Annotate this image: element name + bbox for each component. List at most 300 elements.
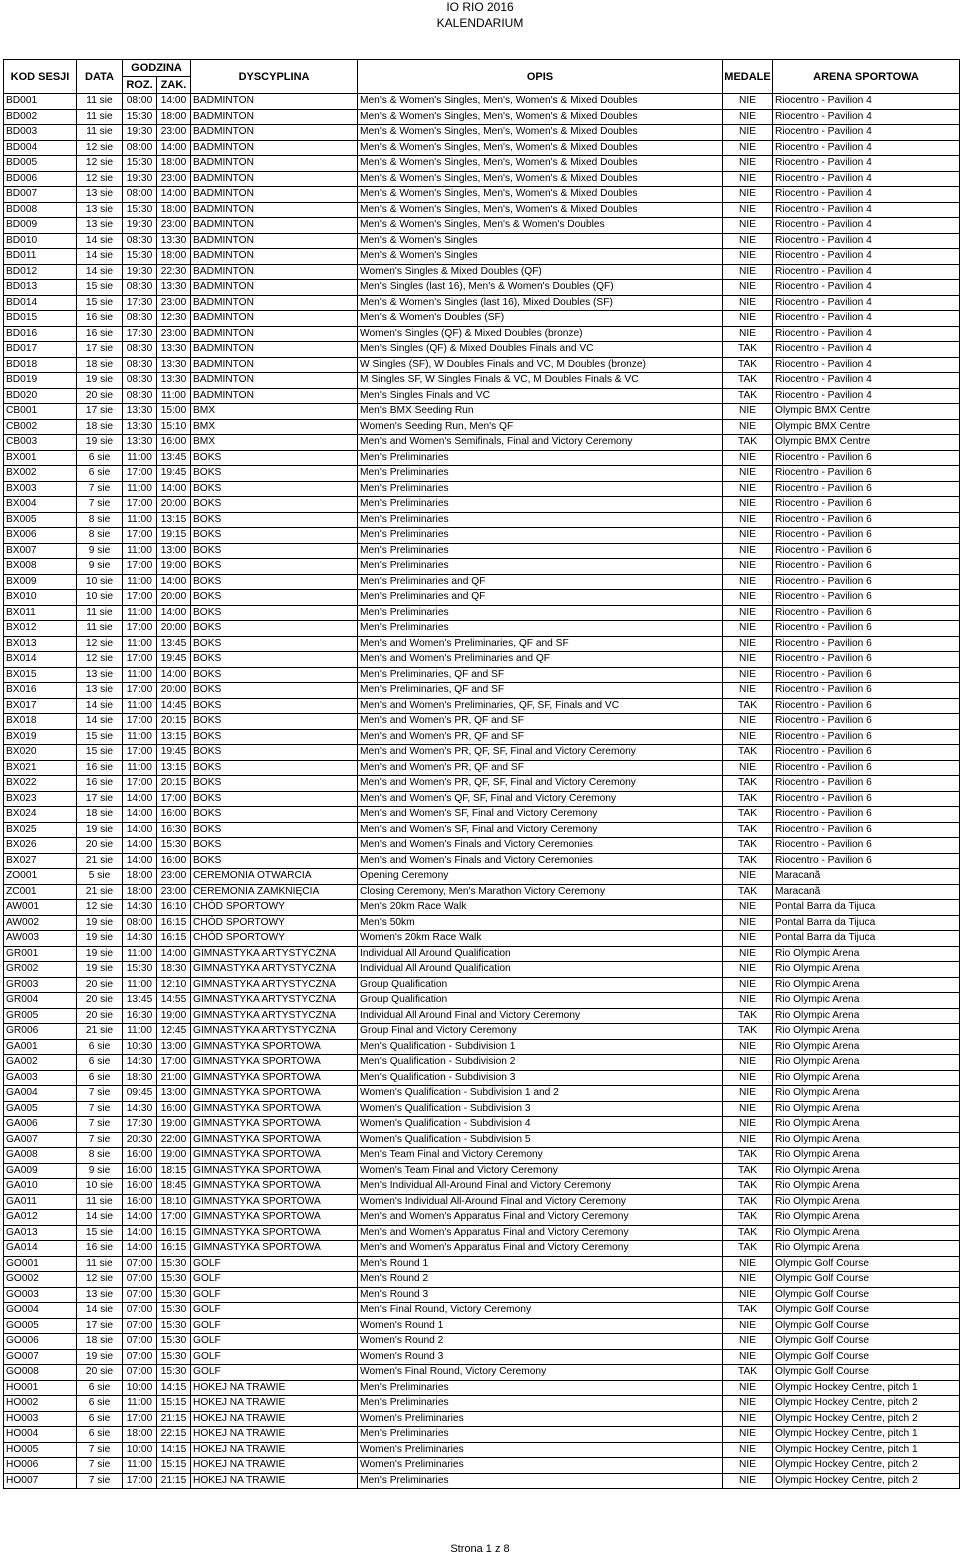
- table-row: [4, 698, 960, 714]
- cell-description: Men's 50km: [358, 915, 723, 931]
- cell-start-time: 14:00: [123, 1241, 157, 1257]
- cell-date: 16 sie: [77, 311, 123, 327]
- table-row: [4, 218, 960, 234]
- cell-venue: Pontal Barra da Tijuca: [773, 915, 960, 931]
- cell-description: Women's Round 2: [358, 1334, 723, 1350]
- cell-venue: Riocentro - Pavilion 6: [773, 729, 960, 745]
- cell-medals: TAK: [723, 853, 773, 869]
- cell-discipline: GIMNASTYKA ARTYSTYCZNA: [191, 962, 358, 978]
- table-row: [4, 636, 960, 652]
- cell-medals: NIE: [723, 590, 773, 606]
- cell-description: Men's & Women's Singles, Men's, Women's & Mixed Doubles: [358, 109, 723, 125]
- cell-venue: Riocentro - Pavilion 4: [773, 218, 960, 234]
- table-row: [4, 760, 960, 776]
- cell-session-code: GR003: [4, 977, 77, 993]
- cell-description: Men's and Women's PR, QF and SF: [358, 729, 723, 745]
- cell-start-time: 14:30: [123, 1101, 157, 1117]
- cell-start-time: 11:00: [123, 1024, 157, 1040]
- cell-venue: Riocentro - Pavilion 6: [773, 559, 960, 575]
- cell-description: Men's Preliminaries: [358, 1473, 723, 1489]
- cell-date: 11 sie: [77, 621, 123, 637]
- cell-description: Men's Preliminaries: [358, 466, 723, 482]
- cell-discipline: BOKS: [191, 776, 358, 792]
- cell-start-time: 19:30: [123, 218, 157, 234]
- cell-session-code: BX002: [4, 466, 77, 482]
- cell-medals: NIE: [723, 1427, 773, 1443]
- cell-medals: NIE: [723, 125, 773, 141]
- cell-venue: Rio Olympic Arena: [773, 1024, 960, 1040]
- header-time: GODZINA: [123, 60, 191, 77]
- table-row: [4, 791, 960, 807]
- cell-medals: NIE: [723, 1070, 773, 1086]
- cell-description: Women's Individual All-Around Final and Victory Ceremony: [358, 1194, 723, 1210]
- cell-date: 19 sie: [77, 435, 123, 451]
- cell-description: Men's & Women's Singles (last 16), Mixed Doubles (SF): [358, 295, 723, 311]
- cell-discipline: GOLF: [191, 1334, 358, 1350]
- table-row: [4, 605, 960, 621]
- table-row: [4, 1024, 960, 1040]
- cell-end-time: 14:00: [157, 481, 191, 497]
- cell-description: Men's & Women's Doubles (SF): [358, 311, 723, 327]
- cell-description: Men's & Women's Singles: [358, 233, 723, 249]
- cell-session-code: BD018: [4, 357, 77, 373]
- cell-discipline: HOKEJ NA TRAWIE: [191, 1442, 358, 1458]
- cell-end-time: 13:00: [157, 543, 191, 559]
- cell-start-time: 15:30: [123, 249, 157, 265]
- cell-start-time: 17:00: [123, 559, 157, 575]
- table-row: [4, 590, 960, 606]
- cell-discipline: BOKS: [191, 791, 358, 807]
- cell-start-time: 14:00: [123, 822, 157, 838]
- cell-start-time: 08:30: [123, 311, 157, 327]
- cell-end-time: 14:00: [157, 187, 191, 203]
- cell-medals: NIE: [723, 574, 773, 590]
- cell-start-time: 17:00: [123, 497, 157, 513]
- cell-discipline: BOKS: [191, 590, 358, 606]
- cell-description: Men's and Women's PR, QF and SF: [358, 714, 723, 730]
- cell-date: 16 sie: [77, 326, 123, 342]
- cell-venue: Rio Olympic Arena: [773, 962, 960, 978]
- cell-discipline: BOKS: [191, 652, 358, 668]
- cell-venue: Olympic Hockey Centre, pitch 2: [773, 1458, 960, 1474]
- cell-discipline: BOKS: [191, 528, 358, 544]
- cell-session-code: HO001: [4, 1380, 77, 1396]
- cell-end-time: 13:15: [157, 760, 191, 776]
- cell-end-time: 14:00: [157, 946, 191, 962]
- cell-discipline: BADMINTON: [191, 264, 358, 280]
- cell-session-code: BX013: [4, 636, 77, 652]
- cell-date: 6 sie: [77, 450, 123, 466]
- cell-date: 10 sie: [77, 590, 123, 606]
- table-row: [4, 357, 960, 373]
- cell-session-code: BD012: [4, 264, 77, 280]
- cell-venue: Olympic Golf Course: [773, 1365, 960, 1381]
- cell-medals: NIE: [723, 559, 773, 575]
- cell-description: Men's Preliminaries: [358, 605, 723, 621]
- cell-end-time: 15:30: [157, 1272, 191, 1288]
- cell-date: 12 sie: [77, 636, 123, 652]
- cell-date: 12 sie: [77, 1272, 123, 1288]
- cell-venue: Riocentro - Pavilion 6: [773, 605, 960, 621]
- cell-description: Men's Preliminaries: [358, 621, 723, 637]
- cell-venue: Riocentro - Pavilion 4: [773, 233, 960, 249]
- cell-session-code: BD006: [4, 171, 77, 187]
- cell-medals: NIE: [723, 1349, 773, 1365]
- cell-date: 12 sie: [77, 140, 123, 156]
- cell-description: Men's & Women's Singles, Men's, Women's & Mixed Doubles: [358, 171, 723, 187]
- header-date: DATA: [77, 60, 123, 94]
- cell-session-code: GO008: [4, 1365, 77, 1381]
- cell-session-code: BX015: [4, 667, 77, 683]
- cell-session-code: GA009: [4, 1163, 77, 1179]
- cell-description: Closing Ceremony, Men's Marathon Victory Ceremony: [358, 884, 723, 900]
- cell-end-time: 16:00: [157, 853, 191, 869]
- cell-venue: Riocentro - Pavilion 4: [773, 295, 960, 311]
- cell-venue: Riocentro - Pavilion 6: [773, 683, 960, 699]
- cell-description: Men's & Women's Singles, Men's, Women's & Mixed Doubles: [358, 94, 723, 110]
- table-row: [4, 714, 960, 730]
- cell-start-time: 13:30: [123, 404, 157, 420]
- cell-end-time: 15:30: [157, 1256, 191, 1272]
- cell-medals: NIE: [723, 714, 773, 730]
- cell-medals: TAK: [723, 388, 773, 404]
- cell-date: 13 sie: [77, 218, 123, 234]
- cell-description: Men's Preliminaries: [358, 497, 723, 513]
- cell-medals: TAK: [723, 357, 773, 373]
- cell-discipline: BADMINTON: [191, 326, 358, 342]
- cell-end-time: 22:00: [157, 1132, 191, 1148]
- cell-date: 7 sie: [77, 1473, 123, 1489]
- cell-discipline: GOLF: [191, 1303, 358, 1319]
- cell-discipline: GIMNASTYKA SPORTOWA: [191, 1070, 358, 1086]
- cell-date: 20 sie: [77, 977, 123, 993]
- cell-discipline: BOKS: [191, 853, 358, 869]
- cell-end-time: 23:00: [157, 125, 191, 141]
- cell-venue: Riocentro - Pavilion 4: [773, 357, 960, 373]
- cell-session-code: CB003: [4, 435, 77, 451]
- cell-description: Men's Team Final and Victory Ceremony: [358, 1148, 723, 1164]
- cell-medals: NIE: [723, 652, 773, 668]
- cell-session-code: BD017: [4, 342, 77, 358]
- cell-medals: TAK: [723, 342, 773, 358]
- cell-date: 14 sie: [77, 1303, 123, 1319]
- table-row: [4, 1303, 960, 1319]
- cell-start-time: 14:30: [123, 900, 157, 916]
- cell-date: 19 sie: [77, 1349, 123, 1365]
- table-row: [4, 1055, 960, 1071]
- cell-date: 7 sie: [77, 481, 123, 497]
- table-row: [4, 202, 960, 218]
- header-medals: MEDALE: [723, 60, 773, 94]
- cell-description: Women's Singles & Mixed Doubles (QF): [358, 264, 723, 280]
- cell-end-time: 16:10: [157, 900, 191, 916]
- cell-description: Men's Final Round, Victory Ceremony: [358, 1303, 723, 1319]
- table-row: [4, 683, 960, 699]
- cell-description: Women's Preliminaries: [358, 1442, 723, 1458]
- cell-end-time: 18:10: [157, 1194, 191, 1210]
- cell-medals: NIE: [723, 1117, 773, 1133]
- cell-end-time: 17:00: [157, 1055, 191, 1071]
- cell-discipline: GIMNASTYKA ARTYSTYCZNA: [191, 1024, 358, 1040]
- cell-venue: Olympic BMX Centre: [773, 404, 960, 420]
- cell-medals: TAK: [723, 1024, 773, 1040]
- cell-venue: Rio Olympic Arena: [773, 1210, 960, 1226]
- cell-description: Men's Preliminaries: [358, 1396, 723, 1412]
- cell-description: Individual All Around Final and Victory Ceremony: [358, 1008, 723, 1024]
- table-row: [4, 621, 960, 637]
- cell-end-time: 15:15: [157, 1458, 191, 1474]
- cell-session-code: GA014: [4, 1241, 77, 1257]
- cell-start-time: 07:00: [123, 1365, 157, 1381]
- cell-date: 15 sie: [77, 729, 123, 745]
- cell-end-time: 15:10: [157, 419, 191, 435]
- cell-session-code: BX020: [4, 745, 77, 761]
- cell-medals: NIE: [723, 404, 773, 420]
- cell-discipline: BADMINTON: [191, 311, 358, 327]
- cell-date: 13 sie: [77, 202, 123, 218]
- cell-discipline: CHÓD SPORTOWY: [191, 931, 358, 947]
- cell-start-time: 17:30: [123, 295, 157, 311]
- cell-discipline: BOKS: [191, 481, 358, 497]
- cell-discipline: BADMINTON: [191, 357, 358, 373]
- cell-session-code: GA004: [4, 1086, 77, 1102]
- cell-medals: TAK: [723, 838, 773, 854]
- table-row: [4, 1039, 960, 1055]
- cell-start-time: 18:00: [123, 1427, 157, 1443]
- cell-start-time: 07:00: [123, 1303, 157, 1319]
- cell-discipline: BMX: [191, 404, 358, 420]
- table-row: [4, 900, 960, 916]
- cell-start-time: 19:30: [123, 171, 157, 187]
- cell-start-time: 20:30: [123, 1132, 157, 1148]
- cell-medals: NIE: [723, 109, 773, 125]
- cell-medals: NIE: [723, 1101, 773, 1117]
- cell-medals: NIE: [723, 977, 773, 993]
- cell-description: Men's and Women's Apparatus Final and Victory Ceremony: [358, 1225, 723, 1241]
- cell-venue: Riocentro - Pavilion 6: [773, 807, 960, 823]
- cell-discipline: GOLF: [191, 1287, 358, 1303]
- cell-end-time: 13:00: [157, 1039, 191, 1055]
- cell-end-time: 16:15: [157, 1225, 191, 1241]
- cell-venue: Rio Olympic Arena: [773, 1101, 960, 1117]
- table-row: [4, 264, 960, 280]
- cell-medals: NIE: [723, 466, 773, 482]
- cell-session-code: BX024: [4, 807, 77, 823]
- cell-medals: NIE: [723, 450, 773, 466]
- cell-discipline: BADMINTON: [191, 233, 358, 249]
- cell-end-time: 15:30: [157, 838, 191, 854]
- cell-venue: Riocentro - Pavilion 4: [773, 326, 960, 342]
- cell-date: 11 sie: [77, 605, 123, 621]
- cell-description: Men's and Women's Apparatus Final and Victory Ceremony: [358, 1241, 723, 1257]
- table-row: [4, 1256, 960, 1272]
- cell-end-time: 14:15: [157, 1380, 191, 1396]
- cell-discipline: BOKS: [191, 807, 358, 823]
- table-row: [4, 838, 960, 854]
- cell-medals: NIE: [723, 512, 773, 528]
- cell-date: 7 sie: [77, 1117, 123, 1133]
- cell-end-time: 19:45: [157, 466, 191, 482]
- cell-date: 14 sie: [77, 714, 123, 730]
- cell-date: 10 sie: [77, 574, 123, 590]
- cell-date: 7 sie: [77, 1101, 123, 1117]
- cell-description: Men's Singles (last 16), Men's & Women's Doubles (QF): [358, 280, 723, 296]
- cell-date: 16 sie: [77, 1241, 123, 1257]
- cell-description: Men's and Women's Preliminaries, QF, SF, Finals and VC: [358, 698, 723, 714]
- cell-start-time: 07:00: [123, 1256, 157, 1272]
- cell-discipline: BOKS: [191, 621, 358, 637]
- cell-discipline: HOKEJ NA TRAWIE: [191, 1427, 358, 1443]
- cell-description: Men's and Women's QF, SF, Final and Victory Ceremony: [358, 791, 723, 807]
- cell-end-time: 13:30: [157, 233, 191, 249]
- cell-start-time: 11:00: [123, 574, 157, 590]
- cell-medals: NIE: [723, 1442, 773, 1458]
- cell-date: 11 sie: [77, 1256, 123, 1272]
- cell-start-time: 08:00: [123, 187, 157, 203]
- cell-session-code: BX007: [4, 543, 77, 559]
- cell-date: 6 sie: [77, 1427, 123, 1443]
- cell-discipline: HOKEJ NA TRAWIE: [191, 1396, 358, 1412]
- table-row: [4, 1101, 960, 1117]
- cell-venue: Rio Olympic Arena: [773, 1008, 960, 1024]
- cell-start-time: 14:00: [123, 853, 157, 869]
- cell-medals: NIE: [723, 202, 773, 218]
- cell-session-code: BX017: [4, 698, 77, 714]
- cell-description: Individual All Around Qualification: [358, 946, 723, 962]
- cell-start-time: 14:30: [123, 931, 157, 947]
- cell-date: 16 sie: [77, 760, 123, 776]
- cell-venue: Olympic Hockey Centre, pitch 1: [773, 1427, 960, 1443]
- cell-venue: Rio Olympic Arena: [773, 1194, 960, 1210]
- cell-date: 8 sie: [77, 528, 123, 544]
- cell-session-code: BX016: [4, 683, 77, 699]
- cell-description: Women's Singles (QF) & Mixed Doubles (bronze): [358, 326, 723, 342]
- cell-discipline: CHÓD SPORTOWY: [191, 915, 358, 931]
- cell-start-time: 17:00: [123, 1473, 157, 1489]
- table-row: [4, 807, 960, 823]
- cell-date: 7 sie: [77, 497, 123, 513]
- cell-session-code: BX022: [4, 776, 77, 792]
- table-row: [4, 1287, 960, 1303]
- table-row: [4, 1334, 960, 1350]
- table-row: [4, 311, 960, 327]
- cell-start-time: 08:30: [123, 233, 157, 249]
- cell-venue: Olympic Golf Course: [773, 1334, 960, 1350]
- cell-discipline: GIMNASTYKA ARTYSTYCZNA: [191, 946, 358, 962]
- cell-venue: Riocentro - Pavilion 4: [773, 280, 960, 296]
- cell-date: 21 sie: [77, 884, 123, 900]
- cell-session-code: GA001: [4, 1039, 77, 1055]
- cell-end-time: 16:00: [157, 1101, 191, 1117]
- cell-session-code: BD016: [4, 326, 77, 342]
- cell-date: 8 sie: [77, 1148, 123, 1164]
- cell-session-code: BD019: [4, 373, 77, 389]
- cell-end-time: 13:45: [157, 450, 191, 466]
- cell-venue: Riocentro - Pavilion 6: [773, 822, 960, 838]
- cell-start-time: 07:00: [123, 1318, 157, 1334]
- cell-start-time: 13:45: [123, 993, 157, 1009]
- cell-session-code: ZC001: [4, 884, 77, 900]
- cell-medals: NIE: [723, 249, 773, 265]
- cell-description: Men's & Women's Singles, Men's & Women's Doubles: [358, 218, 723, 234]
- cell-medals: NIE: [723, 667, 773, 683]
- cell-venue: Riocentro - Pavilion 6: [773, 481, 960, 497]
- cell-medals: NIE: [723, 900, 773, 916]
- cell-discipline: BADMINTON: [191, 156, 358, 172]
- cell-description: Men's and Women's Preliminaries, QF and SF: [358, 636, 723, 652]
- cell-medals: NIE: [723, 1086, 773, 1102]
- cell-session-code: AW001: [4, 900, 77, 916]
- cell-session-code: GO006: [4, 1334, 77, 1350]
- cell-date: 11 sie: [77, 125, 123, 141]
- cell-discipline: GIMNASTYKA SPORTOWA: [191, 1179, 358, 1195]
- cell-discipline: BOKS: [191, 497, 358, 513]
- cell-discipline: GIMNASTYKA SPORTOWA: [191, 1210, 358, 1226]
- table-row: [4, 512, 960, 528]
- cell-start-time: 11:00: [123, 760, 157, 776]
- cell-session-code: BX011: [4, 605, 77, 621]
- cell-discipline: BOKS: [191, 636, 358, 652]
- cell-session-code: BD002: [4, 109, 77, 125]
- cell-description: Men's Singles (QF) & Mixed Doubles Finals and VC: [358, 342, 723, 358]
- cell-end-time: 15:30: [157, 1318, 191, 1334]
- cell-end-time: 19:45: [157, 652, 191, 668]
- cell-description: M Singles SF, W Singles Finals & VC, M Doubles Finals & VC: [358, 373, 723, 389]
- cell-description: Women's Final Round, Victory Ceremony: [358, 1365, 723, 1381]
- cell-end-time: 19:00: [157, 1008, 191, 1024]
- table-row: [4, 853, 960, 869]
- cell-description: Men's Round 1: [358, 1256, 723, 1272]
- cell-end-time: 18:45: [157, 1179, 191, 1195]
- schedule-rows: [4, 94, 960, 1489]
- cell-date: 16 sie: [77, 776, 123, 792]
- cell-session-code: BD008: [4, 202, 77, 218]
- cell-end-time: 15:15: [157, 1396, 191, 1412]
- table-row: [4, 1086, 960, 1102]
- table-row: [4, 1365, 960, 1381]
- cell-venue: Riocentro - Pavilion 4: [773, 156, 960, 172]
- cell-medals: NIE: [723, 760, 773, 776]
- table-row: [4, 94, 960, 110]
- cell-start-time: 16:00: [123, 1163, 157, 1179]
- cell-discipline: GIMNASTYKA SPORTOWA: [191, 1055, 358, 1071]
- cell-description: Men's Preliminaries: [358, 559, 723, 575]
- cell-medals: NIE: [723, 962, 773, 978]
- cell-venue: Olympic Golf Course: [773, 1256, 960, 1272]
- cell-date: 20 sie: [77, 1365, 123, 1381]
- table-row: [4, 481, 960, 497]
- cell-discipline: BOKS: [191, 683, 358, 699]
- cell-description: Men's & Women's Singles, Men's, Women's & Mixed Doubles: [358, 202, 723, 218]
- cell-session-code: GO002: [4, 1272, 77, 1288]
- cell-session-code: BX003: [4, 481, 77, 497]
- cell-description: Men's Round 3: [358, 1287, 723, 1303]
- table-row: [4, 1132, 960, 1148]
- table-row: [4, 776, 960, 792]
- cell-end-time: 23:00: [157, 218, 191, 234]
- cell-venue: Rio Olympic Arena: [773, 993, 960, 1009]
- cell-venue: Riocentro - Pavilion 4: [773, 171, 960, 187]
- cell-description: Men's Preliminaries: [358, 512, 723, 528]
- cell-session-code: GO004: [4, 1303, 77, 1319]
- cell-description: W Singles (SF), W Doubles Finals and VC, M Doubles (bronze): [358, 357, 723, 373]
- cell-end-time: 18:00: [157, 156, 191, 172]
- cell-discipline: BADMINTON: [191, 218, 358, 234]
- cell-venue: Riocentro - Pavilion 4: [773, 140, 960, 156]
- cell-medals: NIE: [723, 280, 773, 296]
- table-row: [4, 1442, 960, 1458]
- cell-session-code: HO006: [4, 1458, 77, 1474]
